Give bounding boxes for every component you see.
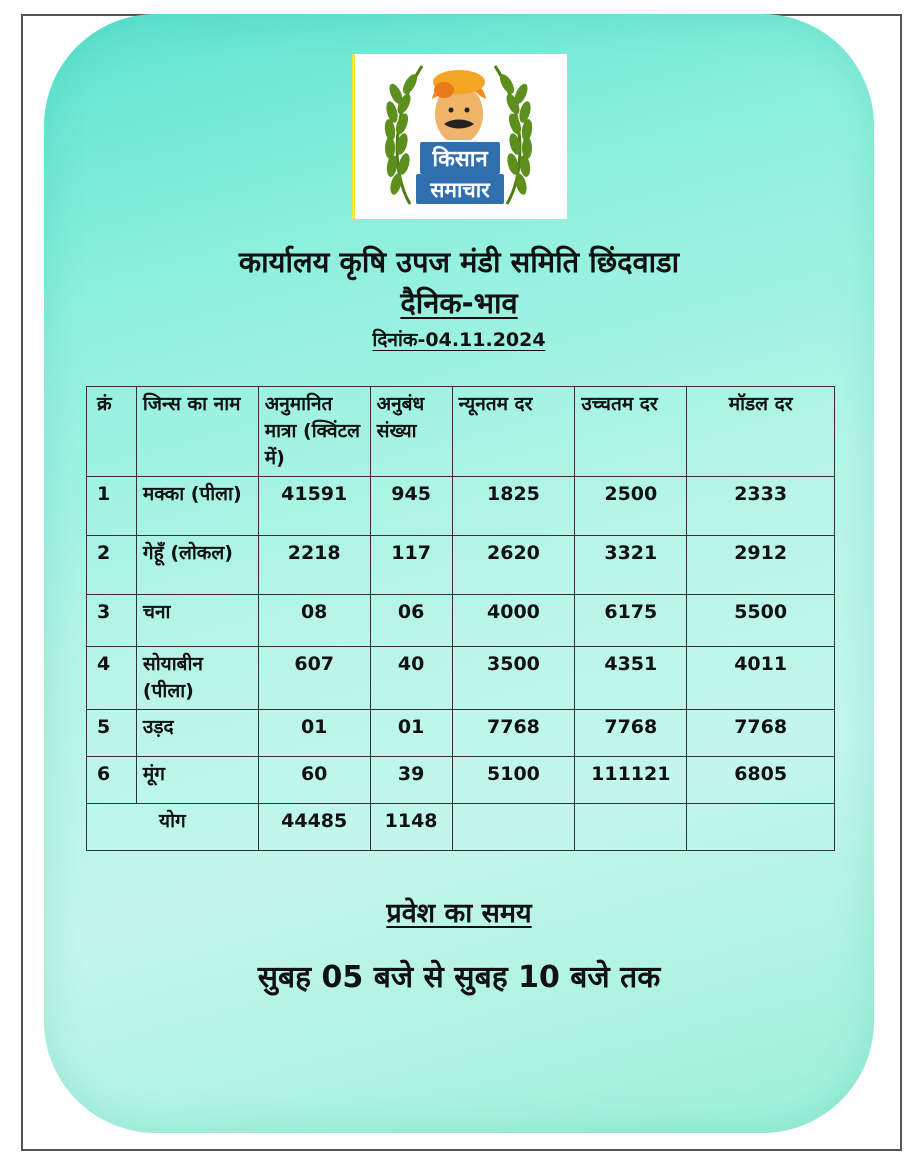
total-row xyxy=(87,804,835,851)
cell-quantity: 607 xyxy=(258,647,370,710)
cell-max-rate: 4351 xyxy=(575,647,687,710)
entry-time-value: सुबह 05 बजे से सुबह 10 बजे तक xyxy=(257,960,661,995)
cell-quantity: 2218 xyxy=(258,536,370,595)
table-row xyxy=(87,710,835,757)
office-title: कार्यालय कृषि उपज मंडी समिति छिंदवाडा xyxy=(238,245,680,279)
cell-model-rate: 4011 xyxy=(687,647,835,710)
table-row xyxy=(87,595,835,647)
entry-time-title xyxy=(44,893,874,930)
cell-serial: 6 xyxy=(87,757,137,804)
total-quantity: 44485 xyxy=(258,804,370,851)
cell-max-rate: 111121 xyxy=(575,757,687,804)
cell-max-rate: 7768 xyxy=(575,710,687,757)
cell-max-rate: 6175 xyxy=(575,595,687,647)
daily-rates-title xyxy=(44,283,874,322)
cell-min-rate: 7768 xyxy=(452,710,575,757)
col-max-rate: उच्चतम दर xyxy=(575,387,687,477)
total-contracts: 1148 xyxy=(370,804,452,851)
table-row xyxy=(87,536,835,595)
cell-serial: 1 xyxy=(87,477,137,536)
date-line xyxy=(44,326,874,352)
cell-commodity: मक्का (पीला) xyxy=(136,477,258,536)
col-serial: क्रं xyxy=(87,387,137,477)
cell-min-rate: 1825 xyxy=(452,477,575,536)
date-text: दिनांक-04.11.2024 xyxy=(372,329,546,351)
cell-contracts: 40 xyxy=(370,647,452,710)
cell-quantity: 01 xyxy=(258,710,370,757)
cell-model-rate: 6805 xyxy=(687,757,835,804)
cell-serial: 2 xyxy=(87,536,137,595)
cell-model-rate: 2912 xyxy=(687,536,835,595)
col-commodity: जिन्स का नाम xyxy=(136,387,258,477)
rates-table xyxy=(86,386,835,851)
kisan-samachar-logo xyxy=(352,54,567,219)
entry-time-title-text: प्रवेश का समय xyxy=(386,898,532,929)
cell-commodity: चना xyxy=(136,595,258,647)
col-model-rate: मॉडल दर xyxy=(687,387,835,477)
cell-max-rate: 2500 xyxy=(575,477,687,536)
cell-min-rate: 5100 xyxy=(452,757,575,804)
cell-serial: 5 xyxy=(87,710,137,757)
cell-quantity: 60 xyxy=(258,757,370,804)
cell-commodity: सोयाबीन (पीला) xyxy=(136,647,258,710)
table-header-row xyxy=(87,387,835,477)
cell-commodity: गेहूँ (लोकल) xyxy=(136,536,258,595)
cell-model-rate: 5500 xyxy=(687,595,835,647)
table-row xyxy=(87,647,835,710)
cell-commodity: मूंग xyxy=(136,757,258,804)
cell-quantity: 41591 xyxy=(258,477,370,536)
table-row xyxy=(87,477,835,536)
cell-contracts: 06 xyxy=(370,595,452,647)
cell-commodity: उड़द xyxy=(136,710,258,757)
cell-min-rate: 3500 xyxy=(452,647,575,710)
daily-rates-title-text: दैनिक-भाव xyxy=(400,286,518,320)
cell-serial: 3 xyxy=(87,595,137,647)
cell-contracts: 01 xyxy=(370,710,452,757)
logo-text-samachar: समाचार xyxy=(430,178,490,202)
table-row xyxy=(87,757,835,804)
cell-contracts: 117 xyxy=(370,536,452,595)
cell-serial: 4 xyxy=(87,647,137,710)
cell-min-rate: 4000 xyxy=(452,595,575,647)
total-empty-cell xyxy=(687,804,835,851)
logo-text-kisan: किसान xyxy=(432,147,488,172)
total-label: योग xyxy=(87,804,259,851)
cell-quantity: 08 xyxy=(258,595,370,647)
cell-model-rate: 2333 xyxy=(687,477,835,536)
col-contracts: अनुबंध संख्या xyxy=(370,387,452,477)
total-empty-cell xyxy=(452,804,575,851)
col-min-rate: न्यूनतम दर xyxy=(452,387,575,477)
cell-contracts: 39 xyxy=(370,757,452,804)
cell-max-rate: 3321 xyxy=(575,536,687,595)
cell-min-rate: 2620 xyxy=(452,536,575,595)
cell-contracts: 945 xyxy=(370,477,452,536)
farmer-icon xyxy=(432,70,486,150)
col-quantity: अनुमानित मात्रा (क्विंटल में) xyxy=(258,387,370,477)
cell-model-rate: 7768 xyxy=(687,710,835,757)
total-empty-cell xyxy=(575,804,687,851)
